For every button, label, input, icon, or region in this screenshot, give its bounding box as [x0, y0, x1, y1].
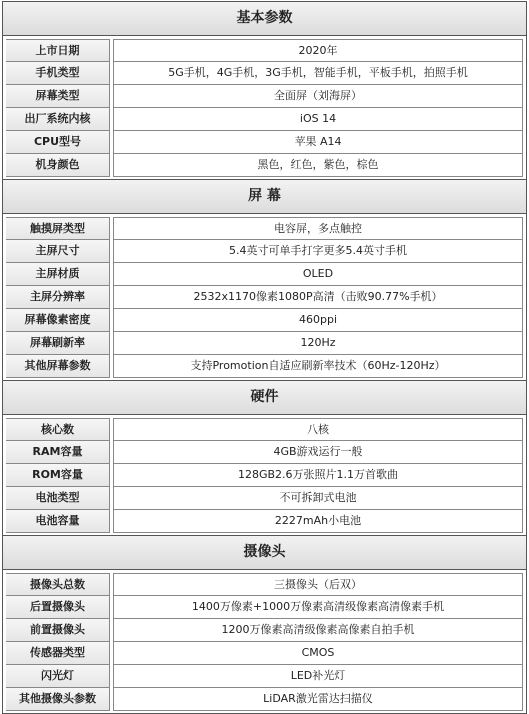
row-value: CMOS: [113, 642, 523, 665]
row-value: 1400万像素+1000万像素高清级像素高清像素手机: [113, 596, 523, 619]
table-row: [3, 441, 526, 464]
row-label: ROM容量: [6, 464, 110, 487]
section-hardware: [3, 381, 526, 536]
row-value: 八核: [113, 418, 523, 441]
row-value: 2227mAh小电池: [113, 510, 523, 533]
table-row: [3, 309, 526, 332]
row-label: 前置摄像头: [6, 619, 110, 642]
row-label: 触摸屏类型: [6, 217, 110, 240]
section-screen: [3, 180, 526, 381]
row-value: 2532x1170像素1080P高清（击败90.77%手机）: [113, 286, 523, 309]
row-value: 460ppi: [113, 309, 523, 332]
row-value: OLED: [113, 263, 523, 286]
row-label: 上市日期: [6, 39, 110, 62]
table-row: [3, 217, 526, 240]
section-title: 基本参数: [3, 2, 526, 36]
table-row: [3, 131, 526, 154]
row-label: 闪光灯: [6, 665, 110, 688]
section-title: 硬件: [3, 381, 526, 415]
row-label: 其他摄像头参数: [6, 688, 110, 711]
row-label: 屏幕类型: [6, 85, 110, 108]
row-value: 黑色，红色，紫色，棕色: [113, 154, 523, 177]
table-row: [3, 510, 526, 533]
row-label: 摄像头总数: [6, 573, 110, 596]
row-value: 支持Promotion自适应刷新率技术（60Hz-120Hz）: [113, 355, 523, 378]
row-value: 1200万像素高清级像素高像素自拍手机: [113, 619, 523, 642]
row-label: 屏幕像素密度: [6, 309, 110, 332]
table-row: [3, 619, 526, 642]
row-value: 电容屏，多点触控: [113, 217, 523, 240]
row-value: 2020年: [113, 39, 523, 62]
table-row: [3, 240, 526, 263]
section-title: 屏 幕: [3, 180, 526, 214]
row-value: 全面屏（刘海屏）: [113, 85, 523, 108]
table-row: [3, 573, 526, 596]
table-row: [3, 39, 526, 62]
row-label: 核心数: [6, 418, 110, 441]
row-label: 后置摄像头: [6, 596, 110, 619]
table-row: [3, 642, 526, 665]
table-row: [3, 418, 526, 441]
row-value: LED补光灯: [113, 665, 523, 688]
row-label: 主屏分辨率: [6, 286, 110, 309]
row-value: 5G手机，4G手机，3G手机，智能手机，平板手机，拍照手机: [113, 62, 523, 85]
row-label: 手机类型: [6, 62, 110, 85]
row-value: LiDAR激光雷达扫描仪: [113, 688, 523, 711]
row-label: 出厂系统内核: [6, 108, 110, 131]
row-label: 其他屏幕参数: [6, 355, 110, 378]
table-row: [3, 263, 526, 286]
row-value: 120Hz: [113, 332, 523, 355]
row-label: CPU型号: [6, 131, 110, 154]
row-label: 屏幕刷新率: [6, 332, 110, 355]
table-row: [3, 286, 526, 309]
table-row: [3, 332, 526, 355]
row-label: 主屏材质: [6, 263, 110, 286]
row-value: 不可拆卸式电池: [113, 487, 523, 510]
row-value: 4GB游戏运行一般: [113, 441, 523, 464]
row-label: 传感器类型: [6, 642, 110, 665]
table-row: [3, 85, 526, 108]
table-row: [3, 108, 526, 131]
row-label: 电池容量: [6, 510, 110, 533]
table-row: [3, 62, 526, 85]
row-label: 机身颜色: [6, 154, 110, 177]
table-row: [3, 688, 526, 711]
row-value: iOS 14: [113, 108, 523, 131]
row-value: 苹果 A14: [113, 131, 523, 154]
table-row: [3, 487, 526, 510]
row-value: 三摄像头（后双）: [113, 573, 523, 596]
row-value: 5.4英寸可单手打字更多5.4英寸手机: [113, 240, 523, 263]
table-row: [3, 665, 526, 688]
row-label: 主屏尺寸: [6, 240, 110, 263]
row-value: 128GB2.6万张照片1.1万首歌曲: [113, 464, 523, 487]
section-title: 摄像头: [3, 536, 526, 570]
spec-table: [2, 1, 527, 714]
row-label: RAM容量: [6, 441, 110, 464]
table-row: [3, 464, 526, 487]
row-label: 电池类型: [6, 487, 110, 510]
table-row: [3, 154, 526, 177]
section-camera: [3, 536, 526, 713]
table-row: [3, 596, 526, 619]
table-row: [3, 355, 526, 378]
section-basic: [3, 2, 526, 180]
